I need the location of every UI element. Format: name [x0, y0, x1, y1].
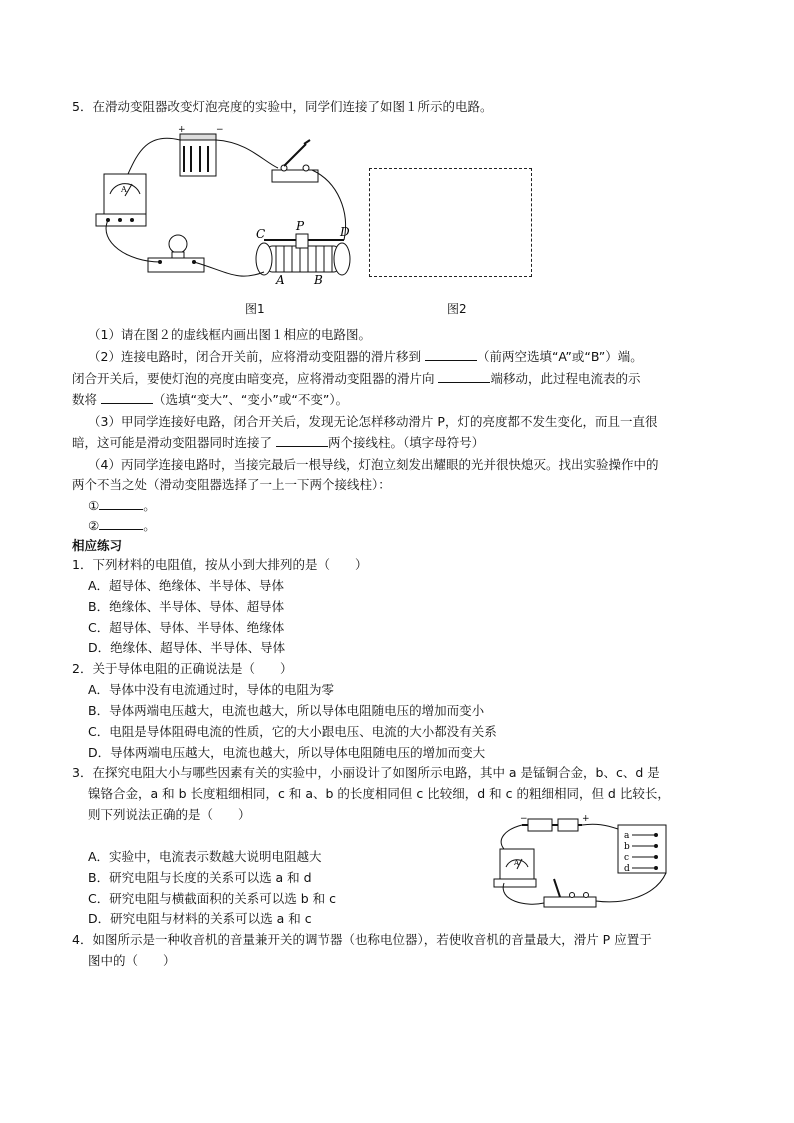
answer-blank[interactable]	[425, 348, 477, 361]
q5-part4-line1: （4）丙同学连接电路时，当接完最后一根导线，灯泡立刻发出耀眼的光并很快熄灭。找出实验操作中的	[88, 457, 659, 472]
q5-part2-text-f: （选填“变大”、“变小”或“不变”）。	[152, 392, 349, 407]
figure-1-caption: 图1	[245, 302, 265, 316]
label-a: A	[276, 273, 285, 287]
switch-icon	[544, 879, 596, 907]
wire-terminal-d	[654, 866, 658, 870]
q5-answer-1	[88, 497, 156, 515]
ammeter-icon	[96, 174, 146, 226]
answer-marker-2: ②	[88, 518, 100, 533]
svg-text:A: A	[121, 185, 127, 194]
answer-blank[interactable]	[438, 370, 490, 383]
period: 。	[143, 498, 156, 513]
wire-terminal-a	[654, 833, 658, 837]
q2-option-c: C．电阻是导体阻碍电流的性质，它的大小跟电压、电流的大小都没有关系	[88, 724, 497, 739]
q3-circuit-figure	[486, 815, 696, 915]
q5-part2-text-d: 端移动，此过程电流表的示	[490, 371, 641, 386]
bulb-icon	[148, 235, 204, 272]
figure-2-dashed-box	[369, 168, 532, 277]
q5-part4-line2: 两个不当之处（滑动变阻器选择了一上一下两个接线柱）：	[72, 477, 391, 492]
q3-option-b: B．研究电阻与长度的关系可以选 a 和 d	[88, 870, 312, 885]
answer-blank[interactable]	[99, 497, 143, 510]
wire-terminal-c	[654, 855, 658, 859]
period: 。	[143, 518, 156, 533]
q3-option-a: A．实验中，电流表示数越大说明电阻越大	[88, 849, 322, 864]
q5-part2-text-c: 闭合开关后，要使灯泡的亮度由暗变亮，应将滑动变阻器的滑片向	[72, 371, 439, 386]
q5-part2-line3	[72, 391, 348, 409]
q5-stem: 5．在滑动变阻器改变灯泡亮度的实验中，同学们连接了如图１所示的电路。	[72, 99, 493, 114]
q1-option-b: B．绝缘体、半导体、导体、超导体	[88, 599, 285, 614]
q3-stem-line3: 则下列说法正确的是（ ）	[88, 807, 251, 822]
q5-part3-text-b: 暗，这可能是滑动变阻器同时连接了	[72, 435, 276, 450]
svg-text:+: +	[582, 814, 590, 824]
ammeter-icon	[494, 849, 536, 887]
answer-blank[interactable]	[276, 434, 328, 447]
q1-option-d: D．绝缘体、超导体、半导体、导体	[88, 640, 286, 655]
q1-stem: 1．下列材料的电阻值，按从小到大排列的是（ ）	[72, 557, 368, 572]
q5-part2-text-a: （2）连接电路时，闭合开关前，应将滑动变阻器的滑片移到	[88, 349, 425, 364]
battery-icon	[178, 125, 224, 176]
wire-label-a: a	[624, 831, 630, 841]
q3-option-d: D．研究电阻与材料的关系可以选 a 和 c	[88, 911, 312, 926]
practice-heading: 相应练习	[72, 538, 123, 553]
q2-option-a: A．导体中没有电流通过时，导体的电阻为零	[88, 682, 335, 697]
q2-option-d: D．导体两端电压越大，电流也越大，所以导体电阻随电压的增加而变大	[88, 745, 486, 760]
q5-part3-line2	[72, 434, 484, 452]
q5-answer-2	[88, 517, 156, 535]
q5-part3-line1: （3）甲同学连接好电路，闭合开关后，发现无论怎样移动滑片 P，灯的亮度都不发生变化，而且一直很	[88, 414, 658, 429]
q1-option-c: C．超导体、导体、半导体、绝缘体	[88, 620, 285, 635]
q3-stem-line1: 3．在探究电阻大小与哪些因素有关的实验中，小丽设计了如图所示电路，其中 a 是锰铜合金，b、c、d 是	[72, 765, 660, 780]
svg-text:+: +	[178, 125, 186, 135]
label-b: B	[314, 273, 323, 287]
wire-label-b: b	[624, 842, 630, 852]
label-p: P	[296, 219, 305, 233]
wire-label-c: c	[624, 853, 630, 863]
rheostat-icon	[256, 234, 350, 275]
wire-label-d: d	[624, 864, 630, 874]
answer-marker-1: ①	[88, 498, 100, 513]
q3-option-c: C．研究电阻与横截面积的关系可以选 b 和 c	[88, 891, 336, 906]
q2-stem: 2．关于导体电阻的正确说法是（ ）	[72, 661, 293, 676]
svg-text:A: A	[514, 859, 520, 867]
q5-part2-line2	[72, 370, 641, 388]
label-d: D	[340, 225, 350, 239]
battery-icon	[520, 814, 590, 831]
q5-part2-text-e: 数将	[72, 392, 101, 407]
answer-blank[interactable]	[101, 391, 153, 404]
q5-part1: （1）请在图２的虚线框内画出图１相应的电路图。	[88, 327, 371, 342]
answer-blank[interactable]	[99, 517, 143, 530]
q3-stem-line2: 镍铬合金，a 和 b 长度粗细相同，c 和 a、b 的长度相同但 c 比较细，d 和 c 的粗细相同，但 d 比较长，	[88, 786, 670, 801]
svg-text:−: −	[520, 814, 528, 824]
figure-2-caption: 图2	[447, 302, 467, 316]
q5-part3-text-c: 两个接线柱。（填字母符号）	[327, 435, 485, 450]
q4-stem-line2: 图中的（ ）	[88, 953, 176, 968]
q2-option-b: B．导体两端电压越大，电流也越大，所以导体电阻随电压的增加而变小	[88, 703, 485, 718]
wire-terminal-b	[654, 844, 658, 848]
switch-icon	[272, 140, 318, 182]
figure-1-circuit	[88, 122, 368, 307]
label-c: C	[256, 227, 266, 241]
q1-option-a: A．超导体、绝缘体、半导体、导体	[88, 578, 285, 593]
svg-text:−: −	[216, 125, 224, 135]
q5-part2-line1	[88, 348, 643, 366]
q4-stem-line1: 4．如图所示是一种收音机的音量兼开关的调节器（也称电位器），若使收音机的音量最大，滑片 P 应置于	[72, 932, 652, 947]
q5-part2-text-b: （前两空选填“A”或“B”）端。	[476, 349, 643, 364]
